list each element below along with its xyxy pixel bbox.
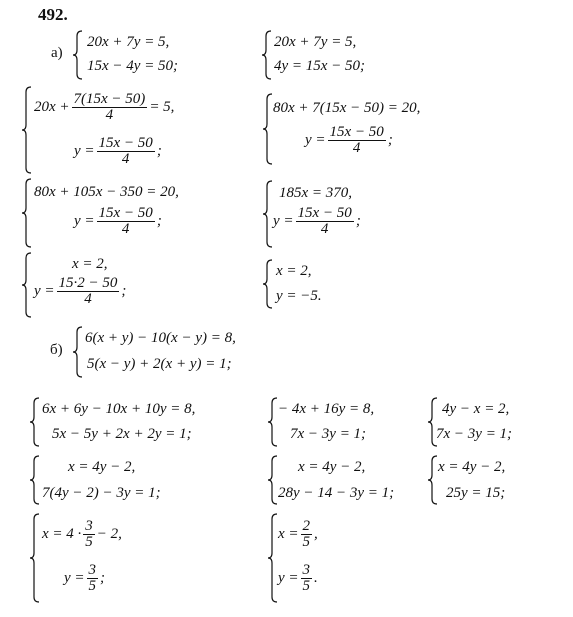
equation-line: 80x + 7(15x − 50) = 20,	[273, 100, 421, 116]
equation-line: 20x + $\frac{7(15x - 50)}{4}$ = 5,	[34, 91, 175, 123]
system-b8	[30, 513, 230, 603]
system-b1	[73, 326, 293, 378]
equation-line: x = 2,	[72, 256, 108, 272]
system-b2	[30, 397, 250, 447]
fraction: $\frac{3}{5}$	[88, 562, 97, 594]
equation-line: y = $\frac{15x - 50}{4}$ ;	[305, 124, 393, 156]
equation-line: 4y − x = 2,	[442, 401, 510, 417]
fraction: $\frac{7(15x - 50)}{4}$	[73, 91, 146, 123]
part-b-label: б)	[50, 342, 63, 358]
equation-line: 6(x + y) − 10(x − y) = 8,	[85, 330, 236, 346]
equation-line: y = $\frac{15x - 50}{4}$ ;	[74, 205, 162, 237]
equation-line: 20x + 7y = 5,	[87, 34, 170, 50]
brace-icon	[268, 397, 278, 447]
equation-line: x = 4 · $\frac{3}{5}$ − 2,	[42, 518, 122, 550]
brace-icon	[428, 455, 438, 505]
system-a7	[22, 252, 222, 318]
brace-icon	[263, 180, 273, 248]
fraction: $\frac{2}{5}$	[302, 518, 311, 550]
brace-icon	[30, 513, 40, 603]
equation-line: y = $\frac{15\cdot 2 - 50}{4}$ ;	[34, 275, 127, 307]
equation-line: 28y − 14 − 3y = 1;	[278, 485, 395, 501]
equation-line: y = $\frac{15x - 50}{4}$ ;	[74, 135, 162, 167]
equation-line: 20x + 7y = 5,	[274, 34, 357, 50]
brace-icon	[22, 86, 32, 174]
system-b3	[268, 397, 418, 447]
equation-line: x = 2,	[276, 263, 312, 279]
system-a6	[263, 180, 463, 248]
equation-line: 15x − 4y = 50;	[87, 58, 179, 74]
fraction: $\frac{15x - 50}{4}$	[98, 135, 153, 167]
system-b9	[268, 513, 418, 603]
system-a8	[263, 259, 403, 309]
equation-line: 7(4y − 2) − 3y = 1;	[42, 485, 161, 501]
brace-icon	[263, 259, 273, 309]
fraction: $\frac{15x - 50}{4}$	[297, 205, 352, 237]
system-b7	[428, 455, 568, 505]
brace-icon	[30, 397, 40, 447]
equation-line: y = $\frac{3}{5}$ ;	[64, 562, 106, 594]
part-a-label: а)	[51, 45, 63, 61]
brace-icon	[22, 178, 32, 248]
equation-line: − 4x + 16y = 8,	[278, 401, 375, 417]
equation-line: y = −5.	[276, 288, 322, 304]
equation-line: 4y = 15x − 50;	[274, 58, 366, 74]
system-a5	[22, 178, 242, 248]
fraction: $\frac{15\cdot 2 - 50}{4}$	[58, 275, 118, 307]
equation-line: y = $\frac{15x - 50}{4}$ ;	[273, 205, 361, 237]
brace-icon	[262, 30, 272, 80]
fraction: $\frac{15x - 50}{4}$	[98, 205, 153, 237]
equation-line: 7x − 3y = 1;	[290, 426, 367, 442]
fraction: $\frac{3}{5}$	[85, 518, 93, 550]
equation-line: 5(x − y) + 2(x + y) = 1;	[87, 356, 232, 372]
system-a2	[262, 30, 422, 80]
equation-line: 25y = 15;	[446, 485, 506, 501]
equation-line: 6x + 6y − 10x + 10y = 8,	[42, 401, 196, 417]
equation-line: 7x − 3y = 1;	[436, 426, 513, 442]
fraction: $\frac{15x - 50}{4}$	[329, 124, 384, 156]
equation-line: x = 4y − 2,	[298, 459, 366, 475]
brace-icon	[73, 326, 83, 378]
system-a4	[263, 93, 483, 165]
brace-icon	[263, 93, 273, 165]
system-b4	[428, 397, 568, 447]
equation-line: x = 4y − 2,	[438, 459, 506, 475]
brace-icon	[73, 30, 83, 80]
equation-line: 185x = 370,	[279, 185, 353, 201]
system-a3	[22, 86, 242, 174]
brace-icon	[22, 252, 32, 318]
problem-number: 492.	[38, 5, 68, 24]
equation-line: x = 4y − 2,	[68, 459, 136, 475]
system-b6	[268, 455, 418, 505]
equation-line: 5x − 5y + 2x + 2y = 1;	[52, 426, 192, 442]
fraction: $\frac{3}{5}$	[302, 562, 311, 594]
brace-icon	[30, 455, 40, 505]
equation-line: y = $\frac{3}{5}$ .	[278, 562, 318, 594]
system-b5	[30, 455, 230, 505]
equation-line: x = $\frac{2}{5}$ ,	[278, 518, 318, 550]
brace-icon	[268, 455, 278, 505]
brace-icon	[268, 513, 278, 603]
equation-line: 80x + 105x − 350 = 20,	[34, 184, 179, 200]
system-a1	[73, 30, 233, 80]
